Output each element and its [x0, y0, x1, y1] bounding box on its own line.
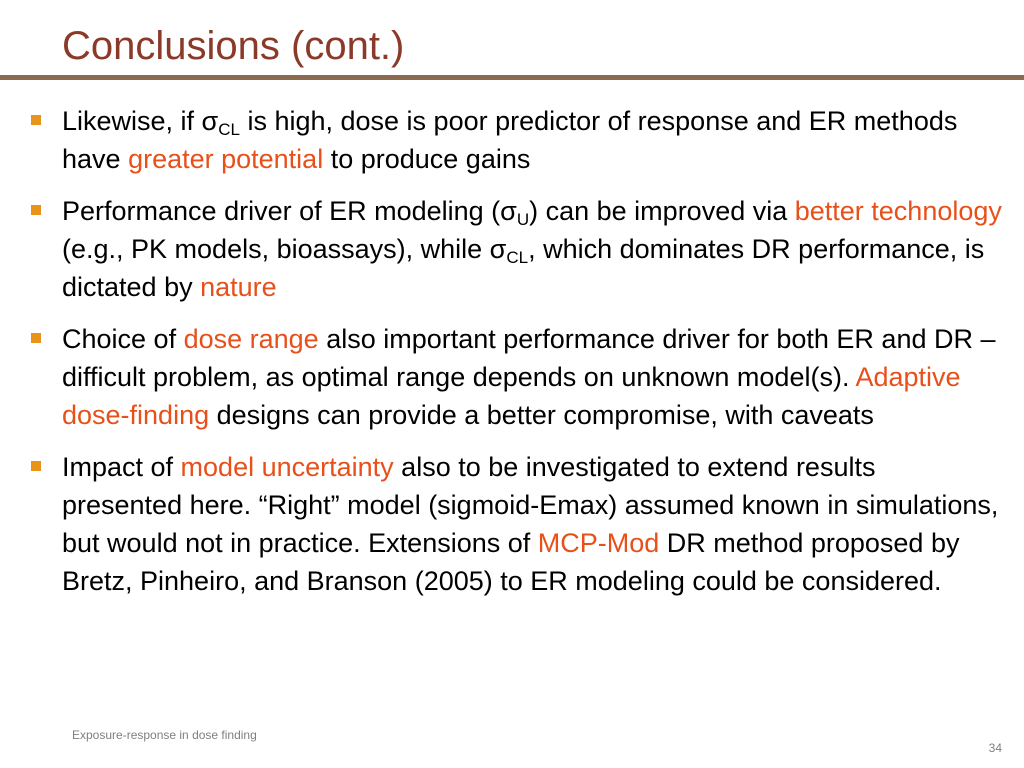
bullet-text: Performance driver of ER modeling (σ: [62, 196, 517, 226]
highlighted-text: greater potential: [128, 144, 324, 174]
highlighted-text: MCP-Mod: [537, 528, 660, 558]
page-number: 34: [988, 741, 1002, 755]
bullet-item: [30, 102, 1002, 178]
square-bullet-icon: [31, 205, 41, 215]
square-bullet-icon: [31, 461, 41, 471]
square-bullet-icon: [31, 115, 41, 125]
bullet-text: Likewise, if σ: [62, 106, 219, 136]
bullet-text: DR method proposed by Bretz, Pinheiro, and Branson (2005) to ER modeling could be considered.: [62, 528, 960, 596]
subscript: CL: [218, 120, 240, 139]
bullet-text: (e.g., PK models, bioassays), while σ: [62, 234, 507, 264]
bullet-text: also important performance driver for both ER and DR – difficult problem, as optimal range depends on unknown model(s).: [62, 324, 996, 392]
slide-title: Conclusions (cont.): [62, 24, 405, 68]
footer-text: Exposure-response in dose finding: [72, 728, 257, 742]
bullet-item: [30, 320, 1002, 434]
bullet-item: [30, 448, 1002, 600]
bullet-text: Choice of: [62, 324, 184, 354]
bullet-text: designs can provide a better compromise, with caveats: [209, 400, 874, 430]
subscript: U: [516, 210, 530, 229]
highlighted-text: Adaptive dose-finding: [62, 362, 961, 430]
bullet-text: , which dominates DR performance, is dictated by: [62, 234, 985, 302]
bullet-list: [30, 102, 1002, 614]
bullet-item: [30, 192, 1002, 306]
bullet-text: Impact of: [62, 452, 181, 482]
bullet-text: also to be investigated to extend results presented here. “Right” model (sigmoid-Emax) assumed known in simulations, but would not in practice. Extensions of: [62, 452, 999, 558]
bullet-text: ) can be improved via: [529, 196, 795, 226]
square-bullet-icon: [31, 333, 41, 343]
highlighted-text: nature: [200, 272, 277, 302]
bullet-text: to produce gains: [323, 144, 531, 174]
highlighted-text: better technology: [794, 196, 1002, 226]
highlighted-text: dose range: [183, 324, 319, 354]
bullet-text: is high, dose is poor predictor of response and ER methods have: [62, 106, 958, 174]
highlighted-text: model uncertainty: [180, 452, 394, 482]
subscript: CL: [506, 248, 529, 267]
title-divider: [0, 75, 1024, 80]
